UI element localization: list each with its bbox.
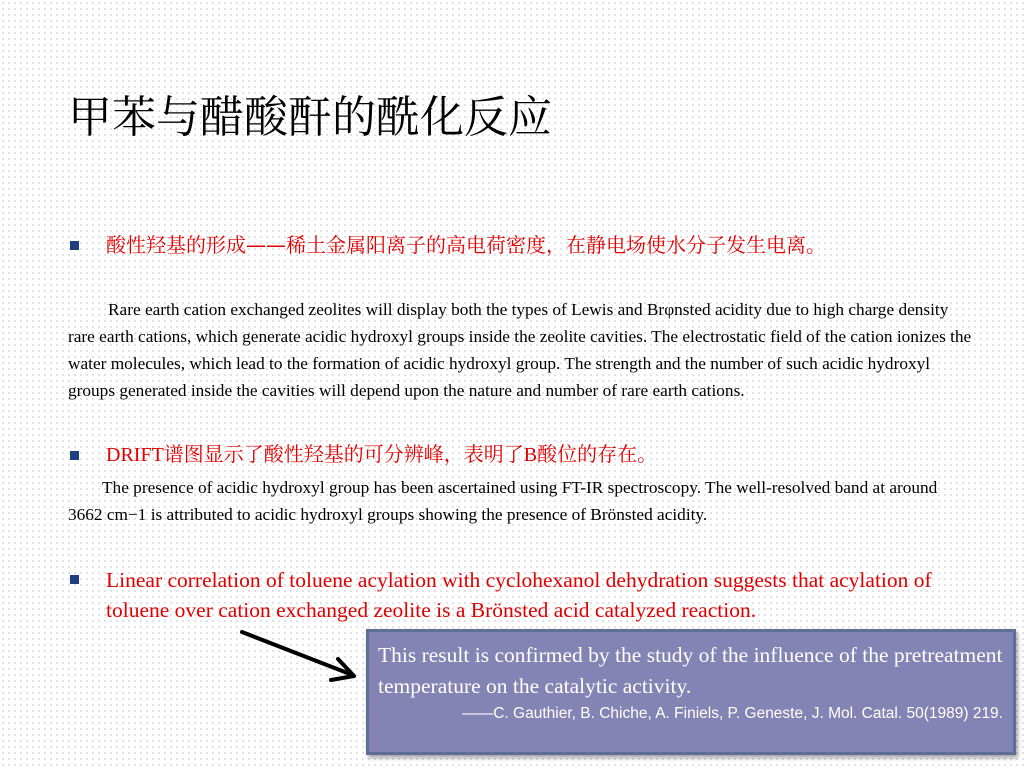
bullet-text: DRIFT谱图显示了酸性羟基的可分辨峰，表明了B酸位的存在。 [106, 444, 658, 466]
callout-text: This result is confirmed by the study of the influence of the pretreatment temperature on the catalytic activity. [378, 643, 1003, 698]
callout-box [366, 629, 1016, 755]
arrow-right-down-icon [230, 620, 370, 700]
bullet-text: 酸性羟基的形成——稀土金属阳离子的高电荷密度，在静电场使水分子发生电离。 [106, 233, 826, 257]
paragraph-rare-earth-acidity: Rare earth cation exchanged zeolites will display both the types of Lewis and Brφnsted acidity due to high charge density rare earth cations, which generate acidic hydroxyl groups inside the zeolite cavities. The electrostatic field of the cation ionizes the water molecules, which lead to the formation of acidic hydroxyl group. The strength and the number of such acidic hydroxyl groups generated inside the cavities will depend upon the nature and number of rare earth cations. [68, 300, 972, 400]
bullet-text: Linear correlation of toluene acylation with cyclohexanol dehydration suggests that acylation of toluene over cation exchanged zeolite is a Brönsted acid catalyzed reaction. [106, 568, 932, 622]
square-bullet-icon [70, 575, 79, 584]
paragraph-ftir-evidence: The presence of acidic hydroxyl group has been ascertained using FT-IR spectroscopy. The well-resolved band at around 3662 cm−1 is attributed to acidic hydroxyl groups showing the presence of Brönsted acidity. [68, 478, 938, 524]
square-bullet-icon [70, 451, 79, 460]
square-bullet-icon [70, 241, 79, 250]
callout-citation: ——C. Gauthier, B. Chiche, A. Finiels, P. Geneste, J. Mol. Catal. 50(1989) 219. [462, 705, 1003, 722]
slide-title: 甲苯与醋酸酐的酰化反应 [68, 92, 552, 143]
